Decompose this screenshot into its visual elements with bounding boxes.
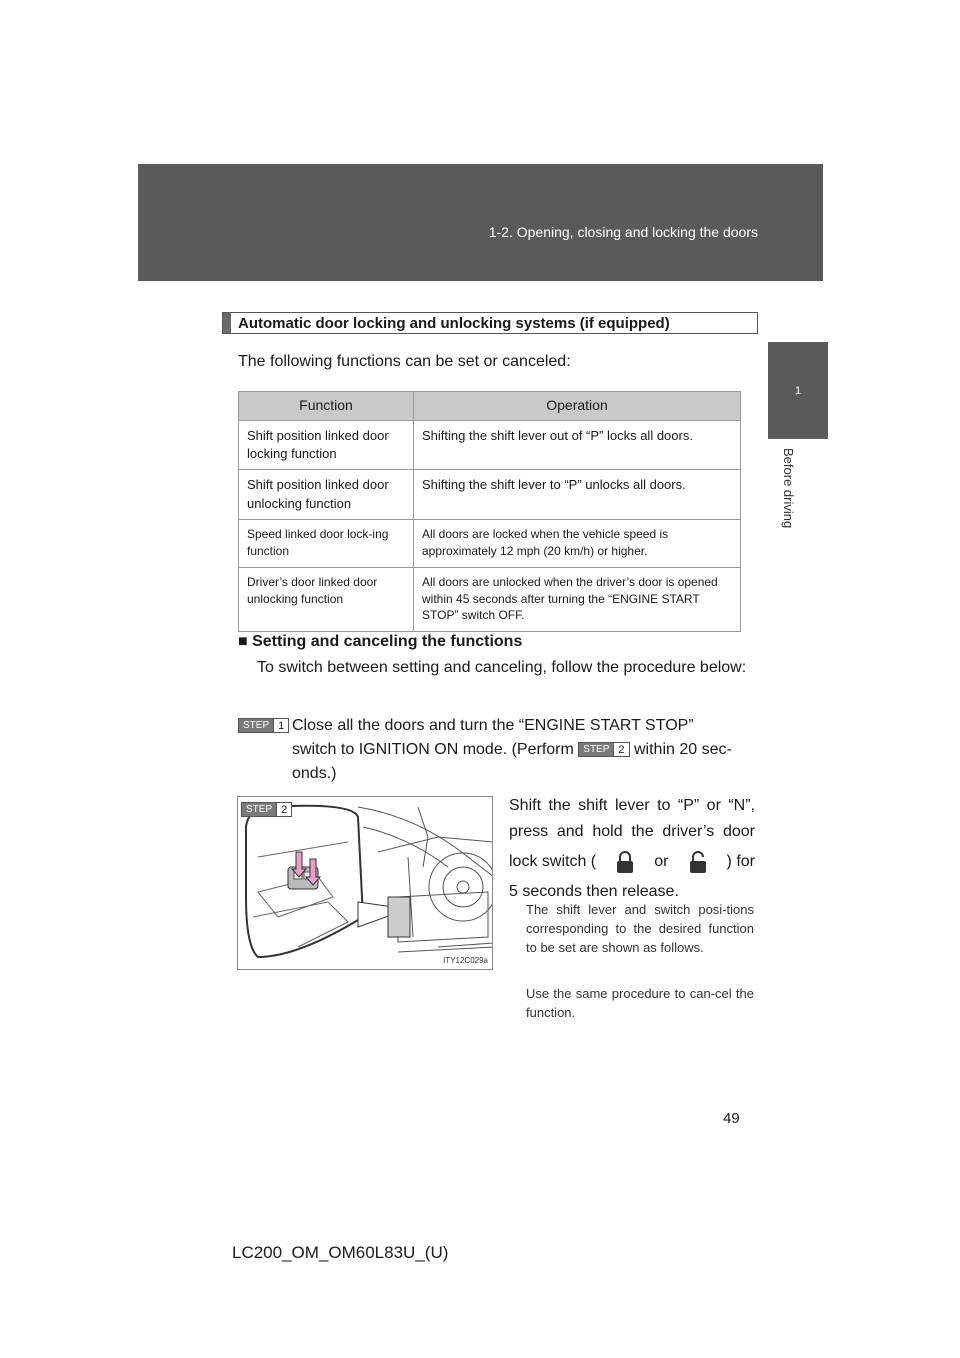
step2-line4: 5 seconds then release. — [509, 883, 679, 900]
operation-cell: All doors are locked when the vehicle speed is approximately 12 mph (20 km/h) or higher. — [414, 519, 741, 567]
step2-text — [509, 793, 755, 905]
page-number: 49 — [723, 1110, 740, 1127]
lock-closed-icon — [614, 850, 636, 874]
chapter-number: 1 — [794, 384, 802, 397]
figure-code: ITY12C029a — [443, 956, 488, 965]
heading-bar — [223, 313, 231, 333]
heading-text: Automatic door locking and unlocking systems (if equipped) — [238, 314, 670, 332]
step2-line1: Shift the shift lever to “P” or “N”, — [509, 797, 755, 814]
function-table — [238, 391, 741, 632]
table-header-row — [239, 392, 741, 421]
function-cell: Driver’s door linked door unlocking function — [239, 567, 414, 631]
step1-badge — [238, 717, 289, 735]
intro-text: The following functions can be set or canceled: — [238, 353, 571, 370]
step2-line2: press and hold the driver’s door — [509, 823, 755, 840]
step1-text-line2: switch to IGNITION ON mode. (Perform STEP 2 within 20 sec- — [292, 741, 732, 758]
table-row — [239, 567, 741, 631]
subsection-text: To switch between setting and canceling, follow the procedure below: — [257, 659, 747, 676]
operation-cell: All doors are unlocked when the driver’s door is opened within 45 seconds after turning the “ENGINE START STOP” switch OFF. — [414, 567, 741, 631]
section-heading — [222, 312, 758, 334]
note-cancel: Use the same procedure to can-cel the function. — [526, 986, 754, 1020]
car-interior-drawing — [238, 797, 493, 970]
document-code: LC200_OM_OM60L83U_(U) — [232, 1243, 449, 1262]
function-cell: Speed linked door lock-ing function — [239, 519, 414, 567]
operation-cell: Shifting the shift lever to “P” unlocks all doors. — [414, 470, 741, 519]
step1-text-line3: onds.) — [292, 765, 337, 782]
door-lock-switch-illustration — [237, 796, 493, 970]
subsection-heading: ■ Setting and canceling the functions — [238, 633, 523, 650]
step1-text-line1: Close all the doors and turn the “ENGINE START STOP” — [292, 717, 694, 734]
table-row — [239, 470, 741, 519]
operation-cell: Shifting the shift lever out of “P” locks all doors. — [414, 421, 741, 470]
table-row — [239, 421, 741, 470]
table-row — [239, 519, 741, 567]
function-cell: Shift position linked door locking function — [239, 421, 414, 470]
chapter-label: Before driving — [781, 448, 796, 529]
step2-line3: lock switch ( or ) for — [509, 845, 755, 879]
section-title: 1-2. Opening, closing and locking the doors — [488, 224, 758, 240]
function-cell: Shift position linked door unlocking function — [239, 470, 414, 519]
chapter-tab — [768, 342, 828, 439]
step-label: STEP — [239, 719, 273, 732]
step-number: 1 — [273, 719, 288, 732]
step2-reference-badge: STEP 2 — [578, 742, 629, 757]
header-operation: Operation — [414, 392, 741, 421]
lock-open-icon — [687, 850, 709, 874]
header-function: Function — [239, 392, 414, 421]
note-positions: The shift lever and switch posi-tions corresponding to the desired function to be set are shown as follows. — [526, 902, 754, 955]
figure-step-badge: STEP 2 — [241, 801, 292, 819]
header-band — [138, 164, 823, 281]
